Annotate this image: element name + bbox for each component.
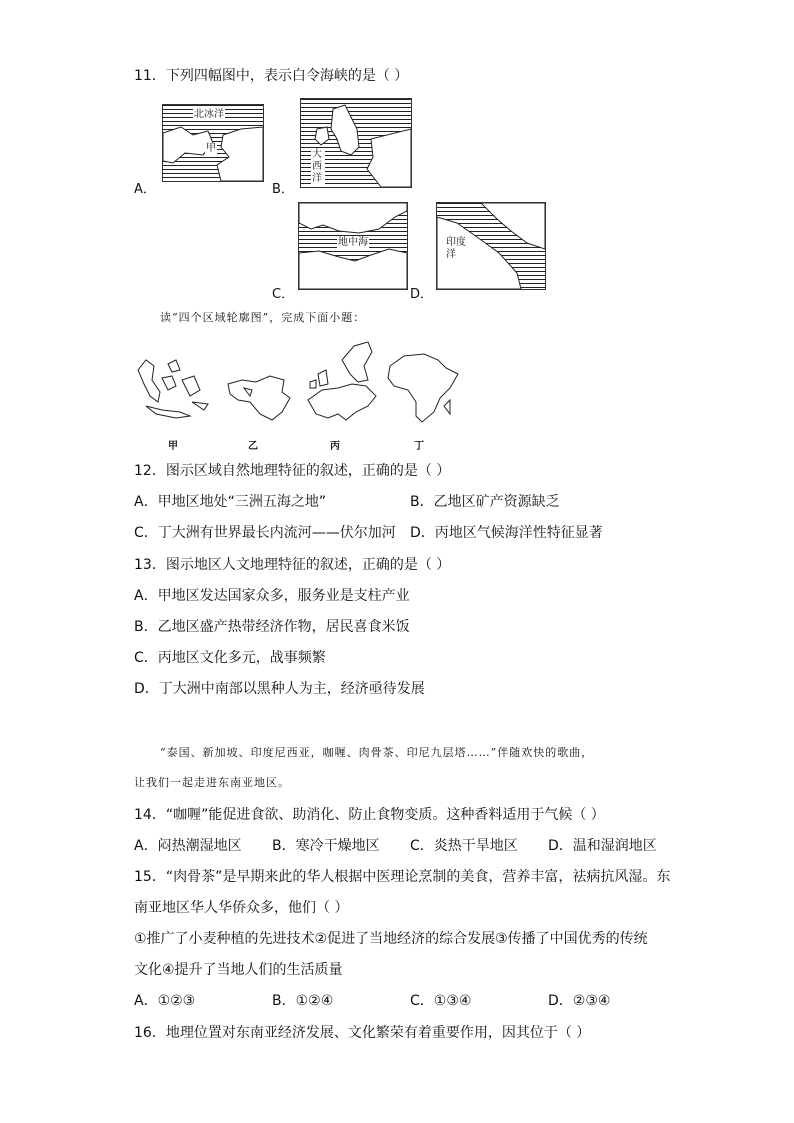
region-jia-outline bbox=[138, 360, 208, 418]
q13-option-c[interactable]: C．丙地区文化多元，战事频繁 bbox=[134, 650, 326, 666]
q12-stem: 12．图示区域自然地理特征的叙述，正确的是（ ） bbox=[134, 463, 451, 479]
q15-option-b[interactable]: B．①②④ bbox=[272, 993, 334, 1009]
region-label-bing: 丙 bbox=[330, 441, 340, 452]
region-label-yi: 乙 bbox=[248, 441, 258, 452]
q13-option-a[interactable]: A．甲地区发达国家众多，服务业是支柱产业 bbox=[134, 588, 410, 604]
q15-option-a[interactable]: A．①②③ bbox=[134, 993, 196, 1009]
q12-option-b[interactable]: B．乙地区矿产资源缺乏 bbox=[410, 494, 560, 510]
q12-option-a[interactable]: A．甲地区地处“三洲五海之地” bbox=[134, 494, 327, 510]
region-label-jia: 甲 bbox=[168, 441, 178, 452]
q14-option-a[interactable]: A．闷热潮湿地区 bbox=[134, 838, 242, 854]
q11-option-a-label: A． bbox=[134, 182, 156, 197]
region-bing-outline bbox=[308, 342, 376, 420]
q11-option-d-label: D． bbox=[410, 287, 434, 302]
q15-option-d[interactable]: D．②③④ bbox=[548, 993, 611, 1009]
q15-items-line-2: 文化④提升了当地人们的生活质量 bbox=[134, 962, 343, 978]
q14-stem: 14．“咖喱”能促进食欲、助消化、防止食物变质。这种香料适用于气候（ ） bbox=[134, 807, 605, 823]
q14-option-d[interactable]: D．温和湿润地区 bbox=[548, 838, 657, 854]
map-a-bering-strait[interactable] bbox=[162, 104, 264, 182]
passage-line-2: 让我们一起走进东南亚地区。 bbox=[134, 776, 290, 789]
q15-stem-line-2: 南亚地区华人华侨众多，他们（ ） bbox=[134, 900, 349, 916]
q13-stem: 13．图示地区人文地理特征的叙述，正确的是（ ） bbox=[134, 557, 451, 573]
map-a-label-arctic-ocean: 北冰洋 bbox=[194, 109, 224, 120]
region-label-ding: 丁 bbox=[414, 441, 424, 452]
region-ding-outline bbox=[388, 354, 458, 422]
q11-option-c-label: C． bbox=[272, 287, 295, 302]
q14-option-c[interactable]: C．炎热干旱地区 bbox=[410, 838, 518, 854]
q15-option-c[interactable]: C．①③④ bbox=[410, 993, 472, 1009]
map-a-label-jia: 甲 bbox=[206, 143, 216, 154]
q16-stem: 16．地理位置对东南亚经济发展、文化繁荣有着重要作用，因其位于（ ） bbox=[134, 1025, 591, 1041]
q12-option-c[interactable]: C．丁大洲有世界最长内流河——伏尔加河 bbox=[134, 525, 396, 541]
map-b-british-isles[interactable] bbox=[300, 98, 412, 188]
q14-option-b[interactable]: B．寒冷干燥地区 bbox=[272, 838, 380, 854]
map-c-label-mediterranean: 地中海 bbox=[338, 237, 368, 248]
q13-option-d[interactable]: D．丁大洲中南部以黑种人为主，经济亟待发展 bbox=[134, 681, 425, 697]
q12-option-d[interactable]: D．丙地区气候海洋性特征显著 bbox=[410, 525, 603, 541]
map-b-label-atlantic: 大西洋 bbox=[311, 149, 325, 185]
q15-items-line-1: ①推广了小麦种植的先进技术②促进了当地经济的综合发展③传播了中国优秀的传统 bbox=[134, 931, 648, 947]
map-d-label-indian-ocean: 印度洋 bbox=[445, 237, 471, 261]
map-c-mediterranean[interactable] bbox=[298, 202, 408, 290]
read-intro: 读“四个区域轮廓图”，完成下面小题： bbox=[160, 311, 366, 324]
q11-option-b-label: B． bbox=[272, 182, 294, 197]
region-yi-outline bbox=[228, 376, 290, 420]
passage-line-1: “泰国、新加坡、印度尼西亚，咖喱、肉骨茶、印尼九层塔……”伴随欢快的歌曲， bbox=[160, 746, 594, 759]
q15-stem-line-1: 15．“肉骨茶”是早期来此的华人根据中医理论烹制的美食，营养丰富，祛病抗风湿。东 bbox=[134, 869, 671, 885]
region-outlines bbox=[132, 340, 462, 428]
q11-stem: 11．下列四幅图中，表示白令海峡的是（ ） bbox=[134, 68, 409, 84]
q13-option-b[interactable]: B．乙地区盛产热带经济作物，居民喜食米饭 bbox=[134, 619, 410, 635]
map-d-red-sea[interactable] bbox=[436, 202, 546, 290]
